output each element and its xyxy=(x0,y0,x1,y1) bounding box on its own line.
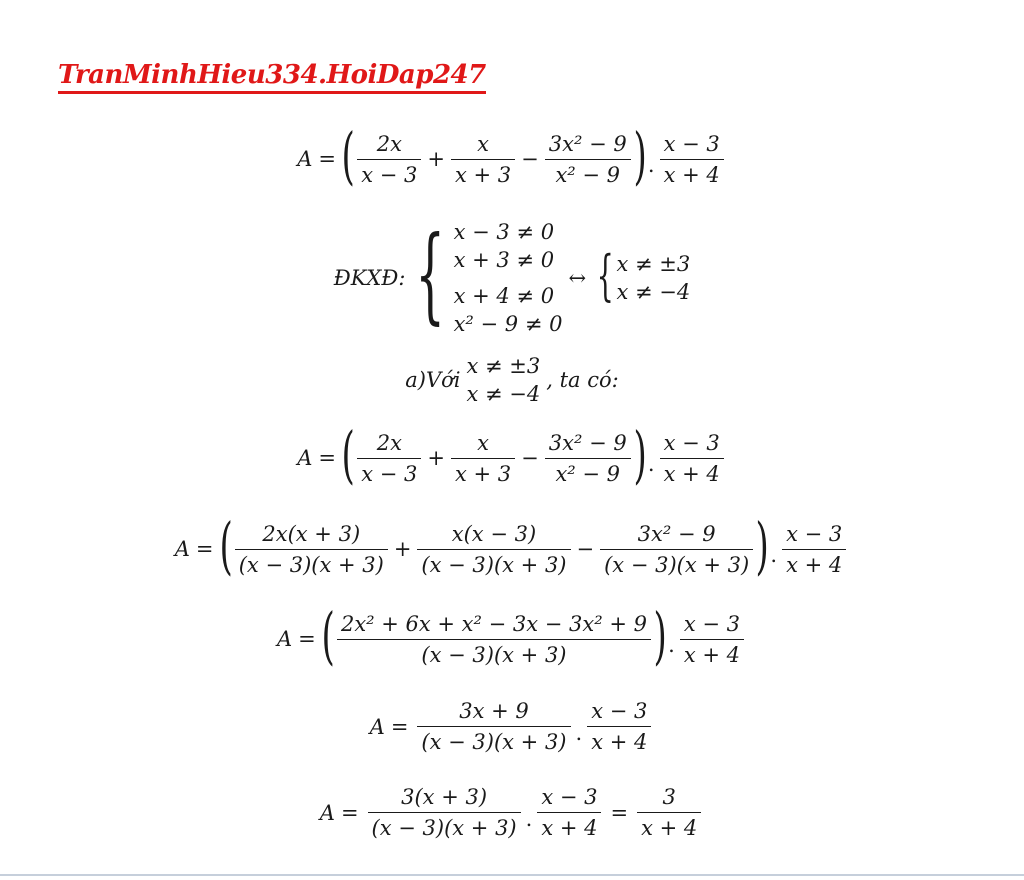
condition-case: x − 3 ≠ 0 xyxy=(453,220,555,244)
numerator: 3 xyxy=(662,785,676,809)
denominator: x − 3 xyxy=(357,458,421,487)
watermark-text: TranMinhHieu334.HoiDap247 xyxy=(58,60,486,94)
numerator: 2x² + 6x + x² − 3x − 3x² + 9 xyxy=(340,611,647,636)
right-paren: ) xyxy=(633,418,647,491)
minus-sign: − xyxy=(521,147,539,171)
numerator: x − 3 xyxy=(591,699,648,723)
step-1 xyxy=(0,418,1024,491)
condition-case: x + 3 ≠ 0 xyxy=(453,248,555,272)
numerator: x − 3 xyxy=(663,131,720,156)
denominator: x + 3 xyxy=(451,458,515,487)
fraction xyxy=(660,430,724,487)
lhs-variable: A xyxy=(297,147,313,171)
denominator: x² − 9 xyxy=(545,159,631,188)
condition-result-item: x ≠ −4 xyxy=(616,280,691,304)
lhs-variable: A xyxy=(319,800,335,825)
denominator: x² − 9 xyxy=(545,458,631,487)
fraction xyxy=(660,131,724,188)
left-brace: { xyxy=(415,213,446,335)
minus-sign: − xyxy=(521,446,539,470)
denominator: (x − 3)(x + 3) xyxy=(337,639,651,668)
denominator: x + 3 xyxy=(451,159,515,188)
part-a-conditions xyxy=(467,352,541,408)
left-brace: { xyxy=(596,244,614,307)
denominator: x + 4 xyxy=(587,726,651,755)
step-2 xyxy=(0,509,1024,582)
numerator: x xyxy=(477,430,489,455)
step-3 xyxy=(0,599,1024,672)
condition-cases xyxy=(454,218,563,338)
fraction xyxy=(637,784,701,841)
equals-sign: = xyxy=(390,714,409,739)
plus-sign: + xyxy=(427,446,445,470)
condition-result xyxy=(616,250,690,306)
fraction xyxy=(451,131,515,188)
denominator: x + 4 xyxy=(660,159,724,188)
numerator: x(x − 3) xyxy=(451,521,537,546)
denominator: x + 4 xyxy=(680,639,744,668)
numerator: 2x(x + 3) xyxy=(262,521,361,546)
fraction xyxy=(545,430,631,487)
part-a-condition: x ≠ ±3 xyxy=(466,354,541,378)
numerator: 3x² − 9 xyxy=(637,521,716,546)
left-paren: ( xyxy=(218,509,233,582)
condition-case: x² − 9 ≠ 0 xyxy=(453,312,563,336)
denominator: x + 4 xyxy=(660,458,724,487)
condition-result-item: x ≠ ±3 xyxy=(616,252,691,276)
lhs-variable: A xyxy=(297,446,313,470)
page-bottom-rule xyxy=(0,874,1024,876)
fraction xyxy=(600,521,753,578)
numerator: x − 3 xyxy=(663,430,720,455)
multiply-dot: . xyxy=(770,543,778,567)
numerator: 3x² − 9 xyxy=(548,430,627,455)
part-a-condition: x ≠ −4 xyxy=(466,382,541,406)
fraction xyxy=(782,521,846,578)
fraction xyxy=(451,430,515,487)
equals-sign: = xyxy=(610,800,629,825)
numerator: 3x² − 9 xyxy=(548,131,627,156)
multiply-dot: . xyxy=(575,720,583,745)
numerator: x − 3 xyxy=(541,785,598,809)
fraction xyxy=(545,131,631,188)
numerator: 2x xyxy=(376,430,402,455)
multiply-dot: . xyxy=(668,633,675,657)
plus-sign: + xyxy=(427,147,445,171)
multiply-dot: . xyxy=(647,452,655,476)
right-paren: ) xyxy=(633,119,647,192)
denominator: (x − 3)(x + 3) xyxy=(600,549,753,578)
fraction xyxy=(337,611,651,668)
fraction xyxy=(357,131,421,188)
denominator: x + 4 xyxy=(537,812,601,841)
lhs-variable: A xyxy=(174,537,190,561)
expression-a-definition xyxy=(0,119,1024,192)
part-a-intro xyxy=(0,352,1024,408)
numerator: 2x xyxy=(376,131,402,156)
numerator: 3x + 9 xyxy=(459,699,529,723)
right-paren: ) xyxy=(755,509,769,582)
fraction xyxy=(417,698,570,755)
numerator: 3(x + 3) xyxy=(401,785,488,809)
left-paren: ( xyxy=(341,119,355,192)
fraction xyxy=(587,698,651,755)
fraction xyxy=(417,521,570,578)
condition-case: x + 4 ≠ 0 xyxy=(453,284,555,308)
denominator: x − 3 xyxy=(357,159,421,188)
multiply-dot: . xyxy=(525,806,533,831)
fraction xyxy=(368,784,521,841)
fraction xyxy=(537,784,601,841)
fraction xyxy=(680,611,744,668)
plus-sign: + xyxy=(393,537,412,561)
lhs-variable: A xyxy=(369,714,385,739)
denominator: (x − 3)(x + 3) xyxy=(417,549,570,578)
numerator: x − 3 xyxy=(683,611,741,636)
denominator: x + 4 xyxy=(782,549,846,578)
domain-condition xyxy=(0,213,1024,338)
equals-sign: = xyxy=(195,537,214,561)
lhs-variable: A xyxy=(276,627,293,651)
equals-sign: = xyxy=(318,446,337,470)
part-a-suffix: , ta có: xyxy=(546,368,619,392)
denominator: (x − 3)(x + 3) xyxy=(235,549,388,578)
minus-sign: − xyxy=(576,537,595,561)
part-a-prefix: a)Với xyxy=(405,368,461,392)
right-paren: ) xyxy=(653,599,667,672)
denominator: (x − 3)(x + 3) xyxy=(417,726,570,755)
numerator: x xyxy=(477,131,489,156)
denominator: x + 4 xyxy=(637,812,701,841)
equals-sign: = xyxy=(298,627,316,651)
left-paren: ( xyxy=(321,599,335,672)
multiply-dot: . xyxy=(647,153,655,177)
fraction xyxy=(357,430,421,487)
equals-sign: = xyxy=(318,147,337,171)
condition-label: ĐKXĐ: xyxy=(333,266,406,290)
numerator: x − 3 xyxy=(786,521,843,546)
fraction xyxy=(235,521,388,578)
step-5 xyxy=(0,784,1024,841)
denominator: (x − 3)(x + 3) xyxy=(368,812,521,841)
step-4 xyxy=(0,698,1024,755)
iff-arrow: ↔ xyxy=(568,266,587,290)
left-paren: ( xyxy=(341,418,355,491)
equals-sign: = xyxy=(340,800,359,825)
